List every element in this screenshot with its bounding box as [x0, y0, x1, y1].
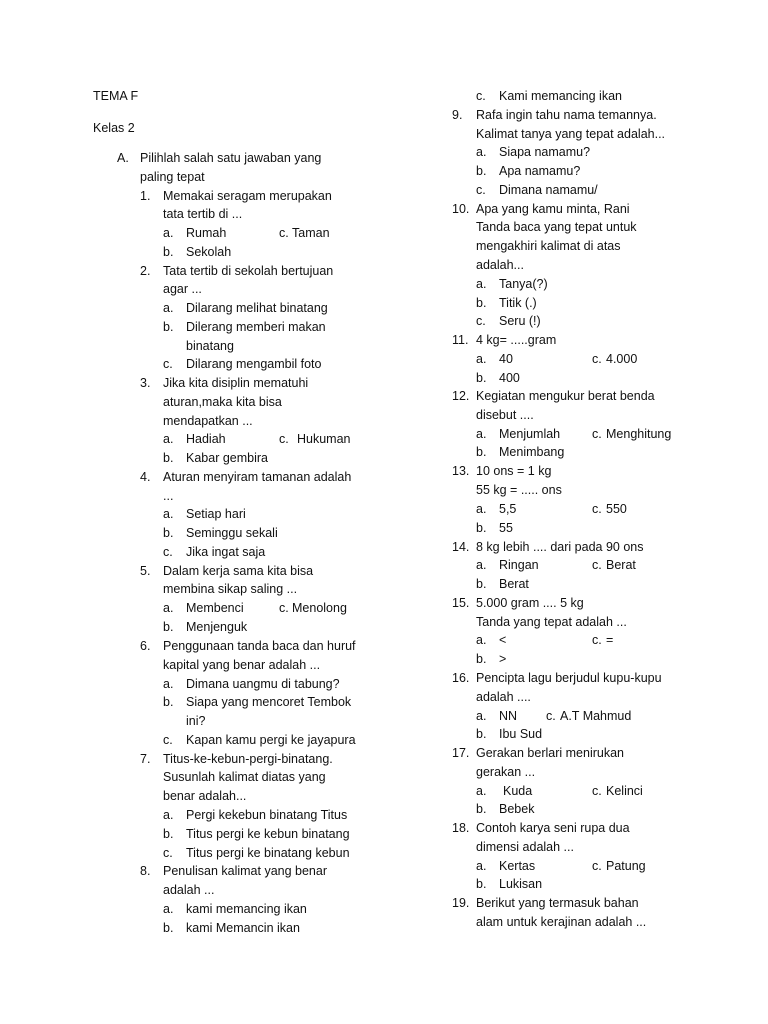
- option-text: Berat: [606, 558, 636, 572]
- option-text: Lukisan: [499, 877, 543, 891]
- option-text: kami memancing ikan: [186, 902, 307, 916]
- option-letter: c.: [592, 633, 602, 647]
- option-letter: c.: [163, 846, 173, 860]
- question-number: 1.: [140, 189, 151, 203]
- option-letter: b.: [476, 802, 487, 816]
- option-letter: a.: [476, 352, 487, 366]
- option-letter: b.: [163, 451, 174, 465]
- question-text: gerakan ...: [476, 765, 536, 779]
- option-text: Hukuman: [297, 432, 351, 446]
- question-text: alam untuk kerajinan adalah ...: [476, 915, 647, 929]
- question-number: 12.: [452, 389, 470, 403]
- question-text: Apa yang kamu minta, Rani: [476, 202, 630, 216]
- question-text: Memakai seragam merupakan: [163, 189, 332, 203]
- option-letter: a.: [476, 709, 487, 723]
- option-letter: b.: [163, 695, 174, 709]
- option-letter: a.: [476, 427, 487, 441]
- option-letter: c.: [476, 89, 486, 103]
- option-text: Seminggu sekali: [186, 526, 278, 540]
- question-text: disebut ....: [476, 408, 534, 422]
- option-text: Kuda: [503, 784, 533, 798]
- question-text: tata tertib di ...: [163, 207, 243, 221]
- option-text: Kabar gembira: [186, 451, 268, 465]
- option-text: Pergi kekebun binatang Titus: [186, 808, 348, 822]
- section-instruction: paling tepat: [140, 170, 205, 184]
- option-text: =: [606, 633, 614, 647]
- option-letter: b.: [163, 620, 174, 634]
- question-number: 5.: [140, 564, 151, 578]
- option-letter: b.: [476, 577, 487, 591]
- option-letter: c.: [546, 709, 556, 723]
- option-text: Berat: [499, 577, 529, 591]
- option-text: Menjenguk: [186, 620, 248, 634]
- question-text: Susunlah kalimat diatas yang: [163, 770, 326, 784]
- option-text: Dimana namamu/: [499, 183, 598, 197]
- option-letter: c.: [592, 859, 602, 873]
- option-text: Seru (!): [499, 314, 541, 328]
- question-text: Contoh karya seni rupa dua: [476, 821, 630, 835]
- option-letter: a.: [476, 145, 487, 159]
- option-text: <: [499, 633, 507, 647]
- question-text: Kalimat tanya yang tepat adalah...: [476, 127, 666, 141]
- option-text: Kapan kamu pergi ke jayapura: [186, 733, 356, 747]
- question-text: mengakhiri kalimat di atas: [476, 239, 621, 253]
- question-text: Rafa ingin tahu nama temannya.: [476, 108, 657, 122]
- option-letter: b.: [163, 921, 174, 935]
- option-text: Taman: [292, 226, 330, 240]
- option-text: Titus pergi ke binatang kebun: [186, 846, 350, 860]
- option-text: Menolong: [292, 601, 347, 615]
- option-text: binatang: [186, 339, 234, 353]
- option-letter: b.: [163, 526, 174, 540]
- question-text: Pencipta lagu berjudul kupu-kupu: [476, 671, 662, 685]
- option-letter: a.: [476, 558, 487, 572]
- question-text: 8 kg lebih .... dari pada 90 ons: [476, 540, 644, 554]
- question-text: Gerakan berlari menirukan: [476, 746, 624, 760]
- question-text: dimensi adalah ...: [476, 840, 574, 854]
- question-number: 9.: [452, 108, 463, 122]
- option-letter: a.: [163, 226, 174, 240]
- option-text: Menimbang: [499, 445, 565, 459]
- question-number: 17.: [452, 746, 470, 760]
- question-text: ...: [163, 489, 174, 503]
- question-text: adalah...: [476, 258, 524, 272]
- option-text: >: [499, 652, 507, 666]
- option-text: Tanya(?): [499, 277, 548, 291]
- question-text: Aturan menyiram tamanan adalah: [163, 470, 352, 484]
- option-text: Kelinci: [606, 784, 643, 798]
- option-letter: c.: [592, 558, 602, 572]
- question-text: benar adalah...: [163, 789, 247, 803]
- option-text: Dilarang melihat binatang: [186, 301, 328, 315]
- option-letter: b.: [476, 164, 487, 178]
- option-letter: c.: [592, 352, 602, 366]
- option-letter: a.: [163, 301, 174, 315]
- option-text: Titus pergi ke kebun binatang: [186, 827, 350, 841]
- option-letter: c.: [163, 357, 173, 371]
- question-text: Kegiatan mengukur berat benda: [476, 389, 655, 403]
- question-number: 2.: [140, 264, 151, 278]
- question-number: 7.: [140, 752, 151, 766]
- option-letter: c.: [592, 502, 602, 516]
- question-number: 19.: [452, 896, 470, 910]
- option-letter: c.: [592, 427, 602, 441]
- option-text: 40: [499, 352, 513, 366]
- option-text: ini?: [186, 714, 206, 728]
- question-text: Berikut yang termasuk bahan: [476, 896, 639, 910]
- question-text: mendapatkan ...: [163, 414, 253, 428]
- option-letter: c.: [163, 733, 173, 747]
- section-letter: A.: [117, 151, 129, 165]
- option-text: Siapa yang mencoret Tembok: [186, 695, 352, 709]
- option-letter: b.: [476, 521, 487, 535]
- question-number: 13.: [452, 464, 470, 478]
- question-number: 18.: [452, 821, 470, 835]
- option-letter: b.: [476, 445, 487, 459]
- option-text: Membenci: [186, 601, 244, 615]
- option-letter: b.: [476, 652, 487, 666]
- question-text: 4 kg= .....gram: [476, 333, 557, 347]
- option-letter: c.: [476, 314, 486, 328]
- option-text: Menghitung: [606, 427, 672, 441]
- option-text: 4.000: [606, 352, 638, 366]
- question-number: 11.: [452, 333, 469, 347]
- question-text: adalah ...: [163, 883, 215, 897]
- question-text: membina sikap saling ...: [163, 582, 298, 596]
- question-text: Titus-ke-kebun-pergi-binatang.: [163, 752, 333, 766]
- option-text: NN: [499, 709, 518, 723]
- option-text: Ibu Sud: [499, 727, 543, 741]
- question-text: kapital yang benar adalah ...: [163, 658, 321, 672]
- option-letter: a.: [163, 507, 174, 521]
- option-letter: a.: [476, 502, 487, 516]
- option-text: Dilarang mengambil foto: [186, 357, 322, 371]
- question-text: Tata tertib di sekolah bertujuan: [163, 264, 334, 278]
- option-text: Apa namamu?: [499, 164, 581, 178]
- option-text: Dimana uangmu di tabung?: [186, 677, 340, 691]
- question-number: 15.: [452, 596, 470, 610]
- option-text: 550: [606, 502, 627, 516]
- option-text: kami Memancin ikan: [186, 921, 300, 935]
- question-text: Tanda baca yang tepat untuk: [476, 220, 637, 234]
- option-text: Jika ingat saja: [186, 545, 266, 559]
- class-label: Kelas 2: [93, 121, 135, 135]
- option-letter: c.: [279, 601, 289, 615]
- option-letter: b.: [163, 245, 174, 259]
- question-text: Penulisan kalimat yang benar: [163, 864, 327, 878]
- option-text: Sekolah: [186, 245, 232, 259]
- option-letter: c.: [279, 226, 289, 240]
- question-text: 10 ons = 1 kg: [476, 464, 552, 478]
- option-letter: c.: [592, 784, 602, 798]
- question-text: 5.000 gram .... 5 kg: [476, 596, 584, 610]
- question-text: Dalam kerja sama kita bisa: [163, 564, 314, 578]
- option-letter: c.: [163, 545, 173, 559]
- option-text: Siapa namamu?: [499, 145, 591, 159]
- question-text: adalah ....: [476, 690, 531, 704]
- question-text: aturan,maka kita bisa: [163, 395, 282, 409]
- question-number: 8.: [140, 864, 151, 878]
- option-letter: a.: [163, 432, 174, 446]
- option-text: Dilerang memberi makan: [186, 320, 326, 334]
- option-letter: c.: [279, 432, 289, 446]
- option-letter: a.: [476, 784, 487, 798]
- option-letter: b.: [476, 877, 487, 891]
- option-letter: b.: [163, 827, 174, 841]
- option-text: Menjumlah: [499, 427, 561, 441]
- option-text: Kertas: [499, 859, 536, 873]
- option-letter: a.: [476, 277, 487, 291]
- option-letter: a.: [163, 677, 174, 691]
- option-text: A.T Mahmud: [560, 709, 632, 723]
- option-text: Rumah: [186, 226, 227, 240]
- question-text: agar ...: [163, 282, 202, 296]
- option-text: 55: [499, 521, 513, 535]
- question-number: 16.: [452, 671, 470, 685]
- option-letter: b.: [476, 727, 487, 741]
- page-title: TEMA F: [93, 89, 139, 103]
- option-letter: c.: [476, 183, 486, 197]
- question-text: 55 kg = ..... ons: [476, 483, 562, 497]
- option-letter: a.: [163, 808, 174, 822]
- option-letter: b.: [163, 320, 174, 334]
- option-text: Hadiah: [186, 432, 226, 446]
- question-number: 4.: [140, 470, 151, 484]
- option-text: Ringan: [499, 558, 539, 572]
- option-text: Bebek: [499, 802, 535, 816]
- option-letter: b.: [476, 296, 487, 310]
- question-text: Penggunaan tanda baca dan huruf: [163, 639, 356, 653]
- question-number: 14.: [452, 540, 470, 554]
- option-text: Setiap hari: [186, 507, 246, 521]
- option-text: 5,5: [499, 502, 517, 516]
- question-text: Jika kita disiplin mematuhi: [163, 376, 309, 390]
- question-number: 6.: [140, 639, 151, 653]
- option-letter: a.: [476, 633, 487, 647]
- question-number: 10.: [452, 202, 470, 216]
- option-text: Patung: [606, 859, 646, 873]
- option-letter: b.: [476, 371, 487, 385]
- option-letter: a.: [163, 601, 174, 615]
- section-instruction: Pilihlah salah satu jawaban yang: [140, 151, 322, 165]
- option-text: Titik (.): [499, 296, 537, 310]
- option-letter: a.: [476, 859, 487, 873]
- option-text: Kami memancing ikan: [499, 89, 622, 103]
- option-letter: a.: [163, 902, 174, 916]
- question-text: Tanda yang tepat adalah ...: [476, 615, 627, 629]
- option-text: 400: [499, 371, 520, 385]
- question-number: 3.: [140, 376, 151, 390]
